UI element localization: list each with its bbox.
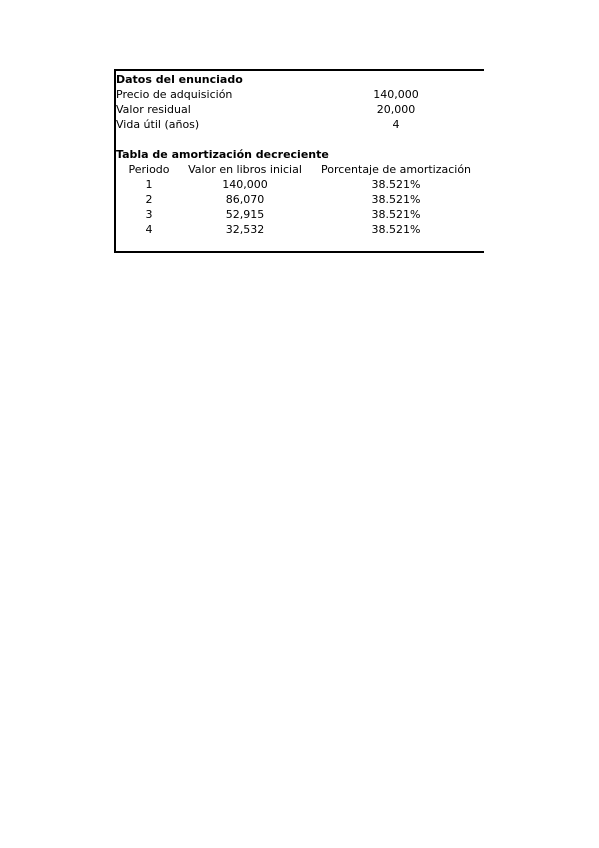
header-valor-libros: Valor en libros inicial [188,163,302,176]
porcentaje-cell: 38.521% [371,223,421,236]
periodo-cell: 3 [145,208,153,221]
datos-row [116,87,484,102]
tabla-title: Tabla de amortización decreciente [116,148,329,161]
porcentaje-cell: 38.521% [371,178,421,191]
tabla-title-row [116,147,484,162]
datos-title-row [116,72,484,87]
valor-libros-cell: 140,000 [222,178,268,191]
valor-libros-cell: 32,532 [225,223,265,236]
porcentaje-cell: 38.521% [371,193,421,206]
datos-label: Precio de adquisición [116,88,233,101]
periodo-cell: 1 [145,178,153,191]
datos-row [116,117,484,132]
periodo-cell: 4 [145,223,153,236]
table-row [116,177,484,192]
header-periodo: Periodo [128,163,170,176]
datos-label: Valor residual [116,103,191,116]
tabla-header-row [116,162,484,177]
valor-libros-cell: 52,915 [225,208,265,221]
porcentaje-cell: 38.521% [371,208,421,221]
datos-title: Datos del enunciado [116,73,243,86]
datos-value: 140,000 [373,88,419,101]
table-row [116,222,484,237]
datos-value: 20,000 [376,103,416,116]
header-porcentaje: Porcentaje de amortización [320,163,472,176]
valor-libros-cell: 86,070 [225,193,265,206]
datos-row [116,102,484,117]
datos-label: Vida útil (años) [116,118,200,131]
table-row [116,207,484,222]
datos-value: 4 [392,118,400,131]
spreadsheet-print-area [114,69,484,253]
periodo-cell: 2 [145,193,153,206]
table-row [116,192,484,207]
